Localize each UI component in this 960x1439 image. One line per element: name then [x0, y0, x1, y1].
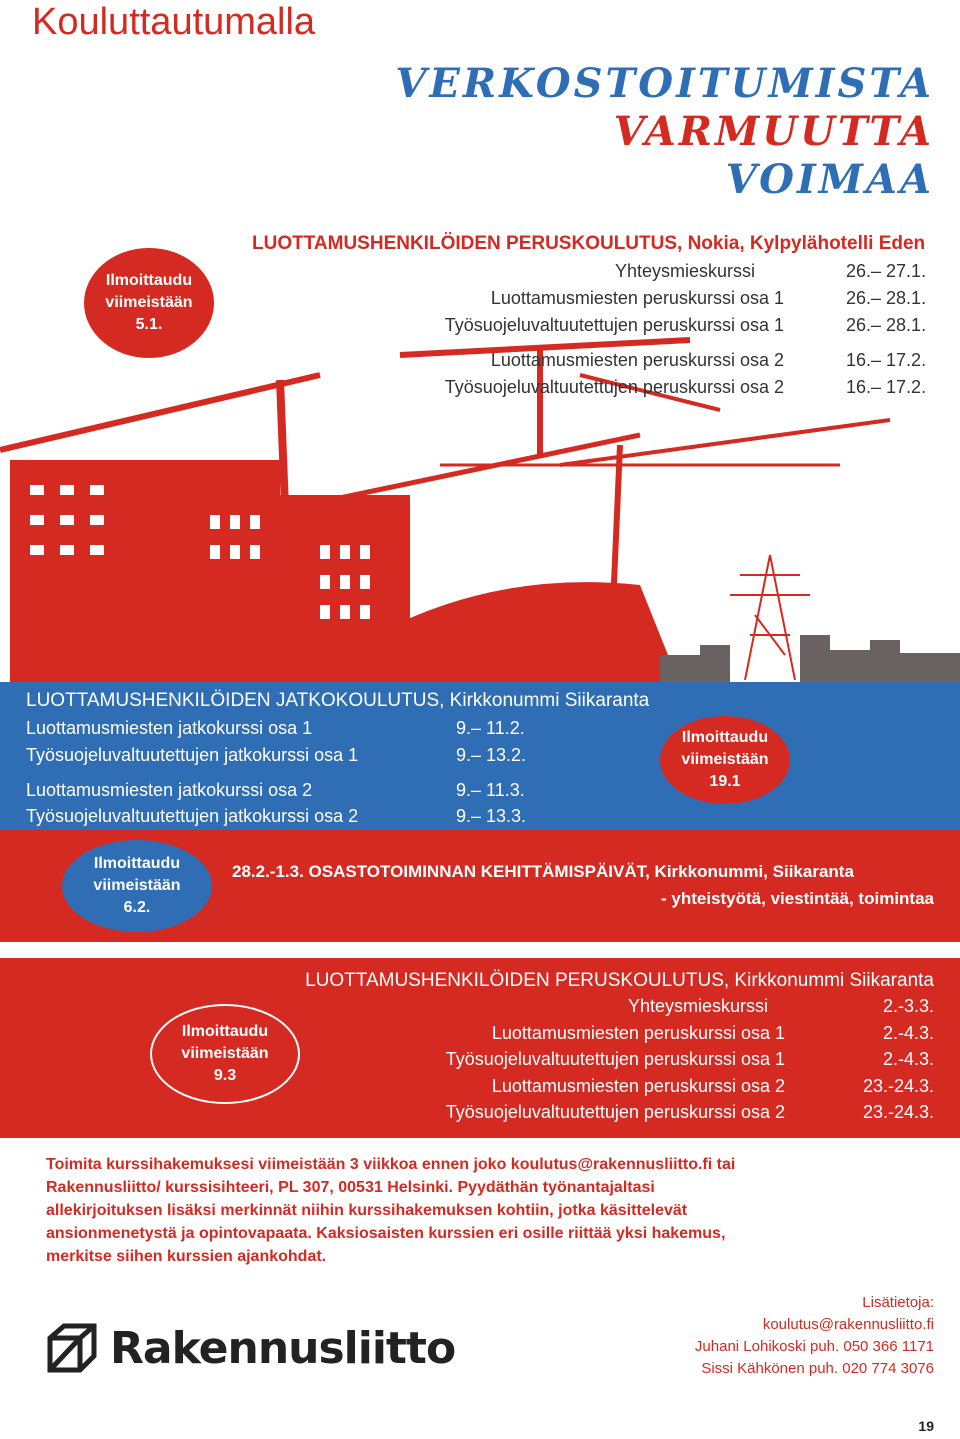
info-line: Rakennusliitto/ kurssisihteeri, PL 307, 00531 Helsinki. Pyydäthän työnantajaltasi — [46, 1179, 655, 1196]
course-name: Työsuojeluvaltuutettujen peruskurssi osa 2 — [444, 377, 784, 397]
course-date: 23.-24.3. — [862, 1076, 934, 1096]
section-4-heading: LUOTTAMUSHENKILÖIDEN PERUSKOULUTUS, Kirkkonummi Siikaranta — [305, 970, 934, 991]
badge-label: viimeistään — [681, 751, 769, 768]
course-name: Työsuojeluvaltuutettujen peruskurssi osa 1 — [444, 315, 784, 335]
badge-deadline: 19.1 — [709, 773, 741, 790]
course-date: 26.– 28.1. — [846, 315, 927, 335]
badge-label: viimeistään — [93, 877, 181, 894]
logo-wordmark: Rakennusliitto — [110, 1322, 456, 1374]
course-date: 9.– 11.2. — [456, 718, 525, 738]
badge-deadline: 5.1. — [135, 316, 163, 333]
cube-logo-icon — [46, 1322, 98, 1374]
section-1-heading: LUOTTAMUSHENKILÖIDEN PERUSKOULUTUS, Nokia, Kylpylähotelli Eden — [252, 233, 926, 254]
section-3-line-2: - yhteistyötä, viestintää, toimintaa — [660, 889, 934, 908]
contact-email-link[interactable]: koulutus@rakennusliitto.fi — [762, 1316, 934, 1333]
section-3-line-1: 28.2.-1.3. OSASTOTOIMINNAN KEHITTÄMISPÄIVÄT, Kirkkonummi, Siikaranta — [232, 862, 854, 881]
badge-deadline: 6.2. — [123, 899, 151, 916]
course-date: 26.– 28.1. — [846, 288, 927, 308]
badge-label: viimeistään — [105, 294, 193, 311]
course-date: 9.– 13.3. — [456, 806, 527, 826]
register-badge-3 — [62, 840, 212, 932]
course-name: Yhteysmieskurssi — [627, 996, 768, 1016]
course-name: Luottamusmiesten peruskurssi osa 2 — [491, 1076, 785, 1096]
slogan-line-3: VOIMAA — [725, 156, 934, 203]
course-date: 26.– 27.1. — [846, 261, 927, 281]
course-name: Luottamusmiesten jatkokurssi osa 2 — [26, 780, 313, 800]
register-badge-2 — [660, 716, 790, 804]
course-name: Työsuojeluvaltuutettujen peruskurssi osa 1 — [445, 1049, 785, 1069]
course-name: Työsuojeluvaltuutettujen jatkokurssi osa 1 — [26, 745, 359, 765]
course-name: Luottamusmiesten peruskurssi osa 1 — [490, 288, 784, 308]
badge-label: viimeistään — [181, 1045, 269, 1062]
contact-phone: Sissi Kähkönen puh. 020 774 3076 — [701, 1360, 934, 1377]
course-date: 2.-4.3. — [882, 1049, 934, 1069]
course-date: 9.– 13.2. — [456, 745, 527, 765]
contact-label: Lisätietoja: — [862, 1294, 934, 1311]
info-line: allekirjoituksen lisäksi merkinnät niihin kurssihakemuksen kohtiin, jotka käsittelevät — [46, 1202, 688, 1219]
register-badge-4 — [150, 1004, 300, 1104]
contact-phone: Juhani Lohikoski puh. 050 366 1171 — [694, 1338, 934, 1355]
course-date: 23.-24.3. — [862, 1102, 934, 1122]
register-badge-1 — [84, 248, 214, 358]
course-date: 2.-4.3. — [882, 1023, 934, 1043]
badge-label: Ilmoittaudu — [93, 855, 181, 872]
course-date: 9.– 11.3. — [456, 780, 525, 800]
course-name: Luottamusmiesten peruskurssi osa 2 — [490, 350, 784, 370]
rakennusliitto-logo — [46, 1322, 455, 1374]
course-name: Luottamusmiesten peruskurssi osa 1 — [491, 1023, 785, 1043]
application-info — [46, 1153, 846, 1268]
slogan-line-2: VARMUUTTA — [613, 108, 934, 155]
page-number: 19 — [918, 1418, 934, 1434]
course-name: Luottamusmiesten jatkokurssi osa 1 — [26, 718, 313, 738]
badge-label: Ilmoittaudu — [681, 729, 769, 746]
info-line: merkitse siihen kurssien ajankohdat. — [46, 1248, 327, 1265]
page-title: Kouluttautumalla — [32, 1, 316, 43]
course-date: 16.– 17.2. — [846, 377, 927, 397]
course-name: Työsuojeluvaltuutettujen peruskurssi osa 2 — [445, 1102, 785, 1122]
badge-deadline: 9.3 — [213, 1067, 237, 1084]
info-line: ansionmenetystä ja opintovapaata. Kaksiosaisten kurssien eri osille riittää yksi hakemus, — [46, 1225, 726, 1242]
course-date: 2.-3.3. — [882, 996, 934, 1016]
badge-label: Ilmoittaudu — [105, 272, 193, 289]
badge-label: Ilmoittaudu — [181, 1023, 269, 1040]
info-line: Toimita kurssihakemuksesi viimeistään 3 viikkoa ennen joko koulutus@rakennusliitto.fi tai — [46, 1156, 736, 1173]
course-name: Yhteysmieskurssi — [614, 261, 755, 281]
slogan-line-1: VERKOSTOITUMISTA — [395, 60, 934, 107]
course-name: Työsuojeluvaltuutettujen jatkokurssi osa 2 — [26, 806, 359, 826]
contact-info — [695, 1292, 934, 1380]
course-date: 16.– 17.2. — [846, 350, 927, 370]
section-2-heading: LUOTTAMUSHENKILÖIDEN JATKOKOULUTUS, Kirkkonummi Siikaranta — [26, 690, 650, 711]
